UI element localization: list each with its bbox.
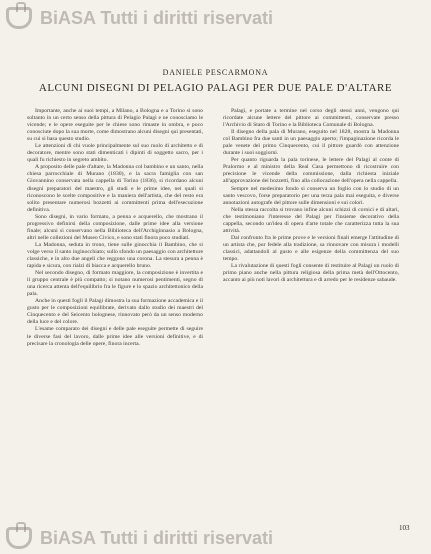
page-number: 103 — [399, 524, 410, 532]
body-column-left: Importante, anche ai suoi tempi, a Milano, a Bologna e a Torino si sono soltanto in un certo senso della pittura di Pelagio Palagi e ne conosciamo le vicende; e le opere eseguite per le chiese sono rimaste in ombra, e poco conosciute dopo la sua morte, come dimostrano alcuni disegni qui presentati, su cui si basa questo studio. Le attenzioni di chi vuole principalmente sul suo ruolo di architetto e di decoratore, mentre sono stati dimenticati i dipinti di soggetto sacro, per i quali fu richiesto in segreto ambito. A proposito delle pale d'altare, la Madonna col bambino e un santo, nella chiesa parrocchiale di Murano (1830), e la sacra famiglia con san Giovannino conservata nella cappella di Torino (1836), si ricordano alcuni disegni preparatori del maestro, gli studi e le prime idee, nei quali si riconoscono le scelte compositive e la maniera dell'artista, che del resto era solito presentare numerosi bozzetti ai committenti prima dell'esecuzione definitiva. Sono disegni, in vario formato, a penna e acquerello, che mostrano il progressivo definirsi della composizione, dalle prime idee alla versione finale; alcuni si conservano nella Biblioteca dell'Archiginnasio a Bologna, altri nelle collezioni del Museo Civico, e sono stati finora poco studiati. La Madonna, seduta in trono, tiene sulle ginocchia il Bambino, che si volge verso il santo inginocchiato; sullo sfondo un paesaggio con architetture classiche, e in alto due angeli che reggono una corona. La stesura a penna è rapida e sicura, con rialzi di biacca e acquerello bruno. Nel secondo disegno, di formato maggiore, la composizione è invertita e il gruppo centrale è più compatto; si notano numerosi pentimenti, segno di una ricerca attenta dell'equilibrio fra le figure e lo spazio architettonico della pala. Anche in questi fogli il Palagi dimostra la sua formazione accademica e il gusto per le composizioni equilibrate, derivato dallo studio dei maestri del Cinquecento e del Seicento bolognese, rinnovato però da un senso moderno della luce e del colore. L'esame comparato dei disegni e delle pale eseguite permette di seguire le diverse fasi del lavoro, dalle prime idee alle versioni definitive, e di precisare la cronologia delle opere, finora incerta. — [27, 108, 203, 347]
article-author: DANIELE PESCARMONA — [162, 68, 269, 77]
watermark-logo-icon — [6, 7, 32, 29]
article-title: ALCUNI DISEGNI DI PELAGIO PALAGI PER DUE PALE D'ALTARE — [38, 82, 393, 94]
body-column-right: Palagi, e portate a termine nel corso degli stessi anni, vengono qui ricordate alcune lettere del pittore ai committenti, conservate presso l'Archivio di Stato di Torino e la Biblioteca Comunale di Bologna. Il disegno della pala di Murano, eseguito nel 1828, mostra la Madonna col Bambino fra due santi in un paesaggio aperto; l'impaginazione ricorda le pale venete del primo Cinquecento, cui il pittore guardò con attenzione durante i suoi soggiorni. Per quanto riguarda la pala torinese, le lettere del Palagi al conte di Pralormo e al ministro della Real Casa permettono di ricostruire con precisione le vicende della commissione, dalla richiesta iniziale all'approvazione dei bozzetti, fino alla collocazione dell'opera nella cappella. Sempre nel medesimo fondo si conserva un foglio con lo studio di un santo vescovo, forse preparatorio per una terza pala mai eseguita, e diverse annotazioni autografe del pittore sulle dimensioni e sui colori. Nella stessa raccolta si trovano infine alcuni schizzi di cornici e di altari, che testimoniano l'interesse del Palagi per l'insieme decorativo della cappella, secondo un'idea di opera d'arte totale che caratterizza tutta la sua attività. Dal confronto fra le prime prove e le versioni finali emerge l'attitudine di un artista che, pur fedele alla tradizione, sa rinnovare con misura i modelli classici, adattandoli al gusto e alle esigenze della committenza del suo tempo. La rivalutazione di questi fogli consente di restituire al Palagi un ruolo di primo piano anche nella pittura religiosa della prima metà dell'Ottocento, accanto ai più noti lavori di architettura e di arredo per le residenze sabaude. — [223, 108, 399, 284]
watermark-bottom — [6, 527, 431, 549]
watermark-text: BiASA Tutti i diritti riservati — [40, 7, 274, 28]
watermark-top — [6, 7, 431, 29]
watermark-logo-icon — [6, 527, 32, 549]
watermark-text: BiASA Tutti i diritti riservati — [40, 527, 274, 548]
